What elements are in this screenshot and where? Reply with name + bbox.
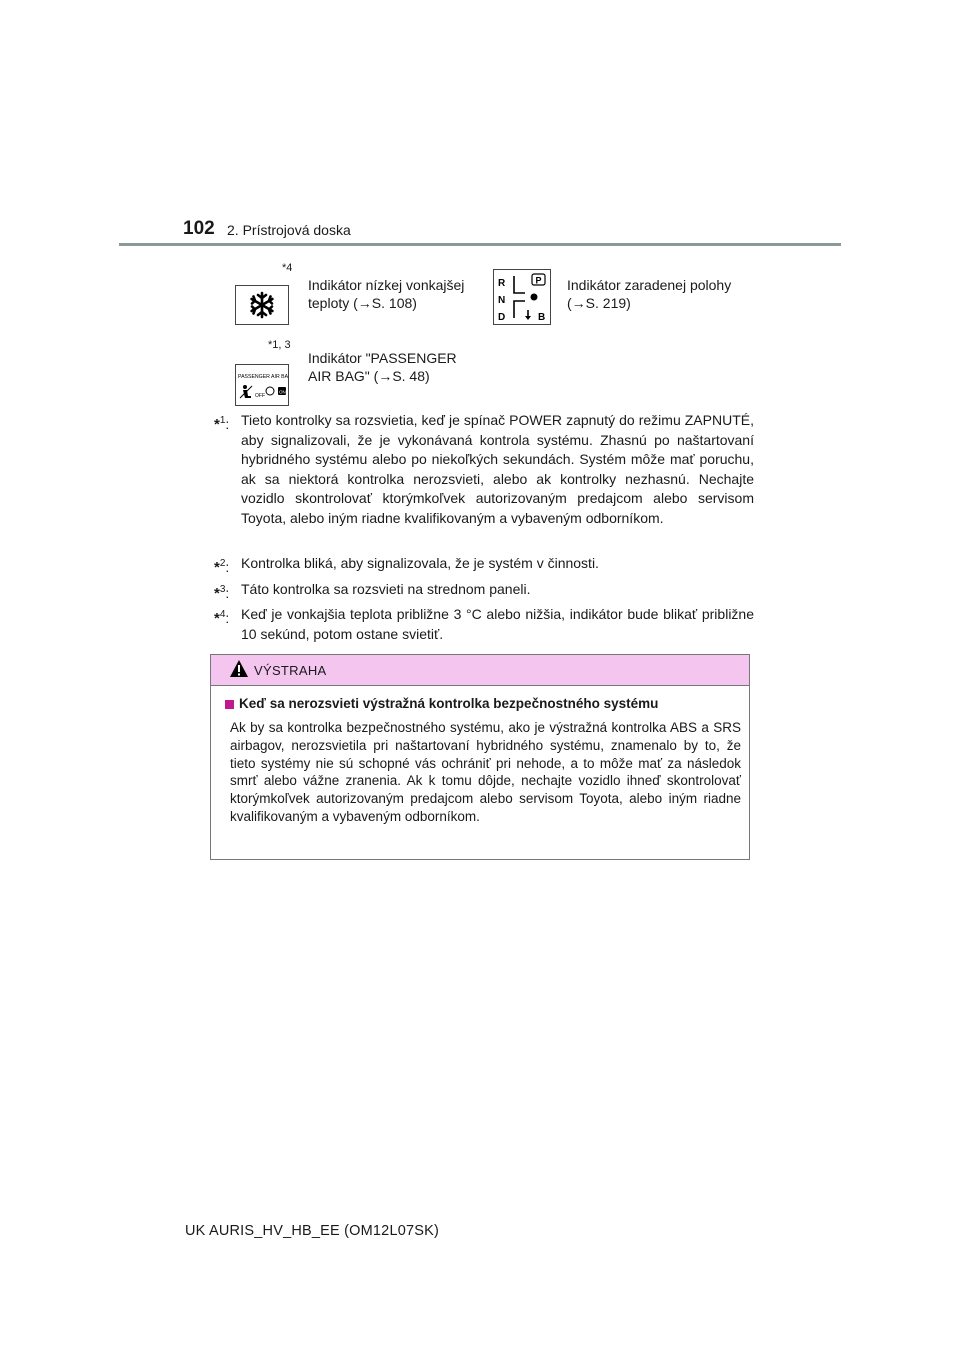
footnote-text: Táto kontrolka sa rozsvieti na strednom paneli. <box>241 581 531 597</box>
shift-label-d: D <box>498 312 506 323</box>
warning-body: Ak by sa kontrolka bezpečnostného systému, ako je výstražná kontrolka ABS a SRS airbagov, nerozsvietila pri naštartovaní hybridného systému, znamenalo by to, že tieto systémy nie sú schopné vás ochrániť pri nehode, a to môže mať za následok smrť alebo vážne zranenia. Ak k tomu dôjde, nechajte vozidlo ihneď skontrolovať ktorýmkoľvek autorizovaným predajcom alebo servisom Toyota, alebo iným riadne kvalifikovaným a vybaveným odborníkom. <box>230 720 741 824</box>
footnote-item <box>214 605 754 644</box>
footnote-text: Tieto kontrolky sa rozsvietia, keď je spínač POWER zapnutý do režimu ZAPNUTÉ, aby signalizovali, že je vykonávaná kontrola systému. Zhasnú po naštartovaní hybridného systému alebo po niekoľkých sekundách. Systém môže mať poruchu, ak sa niektorá kontrolka nerozsvieti, alebo ak kontrolky nezhasnú. Nechajte vozidlo skontrolovať ktorýmkoľvek autorizovaným predajcom alebo servisom Toyota, alebo iným riadne kvalifikovaným a vybaveným odborníkom. <box>241 412 754 526</box>
footnote-item <box>214 554 754 574</box>
airbag-off-label: OFF <box>255 393 265 399</box>
warning-box <box>210 654 750 860</box>
bullet-square-icon <box>225 700 234 709</box>
model-code: UK AURIS_HV_HB_EE (OM12L07SK) <box>185 1223 440 1239</box>
chapter-title: 2. Prístrojová doska <box>227 222 351 238</box>
snowflake-icon <box>236 286 288 324</box>
indicator-description: Indikátor "PASSENGER AIR BAG" (→S. 48) <box>308 350 457 384</box>
header-divider <box>119 243 841 246</box>
footnote-marker: *$^4$: <box>214 609 230 627</box>
footnote-item <box>214 580 754 600</box>
indicator-description: Indikátor nízkej vonkajšej teploty (→S. 108) <box>308 277 465 311</box>
shift-position-icon <box>494 270 550 324</box>
footnote-ref: *4 <box>282 262 293 274</box>
shift-label-r: R <box>498 278 506 289</box>
footnote-ref: *1, 3 <box>268 339 291 351</box>
warning-heading: Keď sa nerozsvieti výstražná kontrolka bezpečnostného systému <box>239 696 659 711</box>
passenger-airbag-indicator <box>235 364 289 406</box>
footnote-item <box>214 411 754 528</box>
warning-title: VÝSTRAHA <box>254 663 327 678</box>
footnote-marker: *$^1$: <box>214 415 230 433</box>
snowflake-indicator <box>235 285 289 325</box>
footnote-text: Keď je vonkajšia teplota približne 3 °C alebo nižšia, indikátor bude blikať približne 10 sekúnd, potom ostane svietiť. <box>241 606 754 642</box>
footnote-marker: *$^2$: <box>214 558 230 576</box>
footnote-marker: *$^3$: <box>214 584 230 602</box>
passenger-airbag-icon <box>236 365 288 405</box>
airbag-on-label: ON <box>279 389 286 395</box>
indicator-description: Indikátor zaradenej polohy (→S. 219) <box>567 277 732 311</box>
airbag-label: PASSENGER AIR BAG <box>238 374 288 380</box>
shift-label-b: B <box>538 312 546 323</box>
warning-triangle-icon <box>229 659 249 678</box>
shift-label-n: N <box>498 295 506 306</box>
page-number: 102 <box>183 218 215 239</box>
footnote-text: Kontrolka bliká, aby signalizovala, že je systém v činnosti. <box>241 555 599 571</box>
warning-header <box>211 655 749 686</box>
shift-label-p: P <box>535 275 542 286</box>
shift-position-indicator <box>493 269 551 325</box>
